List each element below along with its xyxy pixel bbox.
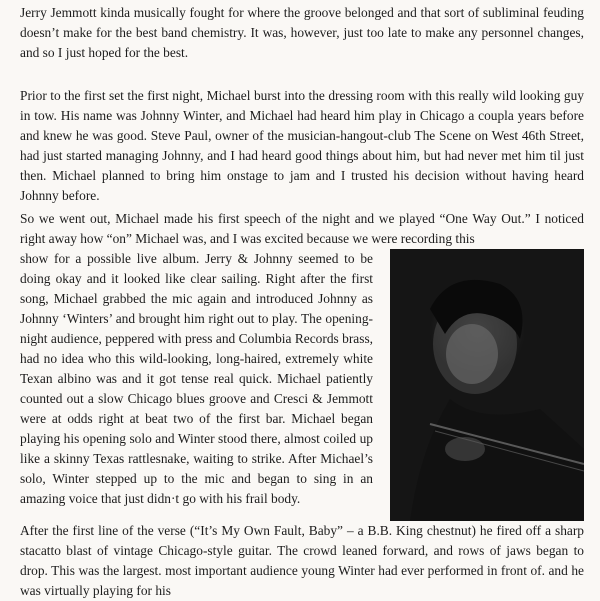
paragraph-3-tail: After the first line of the verse (“It’s My Own Fault, Baby” – a B.B. King chestnut) he fired off a sharp stacatto blast of vintage Chicago-style guitar. The crowd leaned forward, and rows of jaws began to drop. This was the largest. most important audience young Winter had ever performed in front of. and he was virtually playing for his (20, 523, 584, 598)
paragraph-1: Jerry Jemmott kinda musically fought for where the groove belonged and that sort of subliminal feuding doesn’t make for the best band chemistry. It was, however, just too late to make any personnel changes, and so I just hoped for the best. (20, 5, 584, 60)
guitarist-photo (390, 249, 584, 521)
paragraph-3-wrap: show for a possible live album. Jerry & Johnny seemed to be doing okay and it looked like clear sailing. Right after the first song, Michael grabbed the mic again and introduced Johnny as Johnny ‘Winters’ and brought him right out to play. The opening-night audience, peppered with press and Columbia Records brass, had no idea who this wild-looking, long-haired, extremely white Texan albino was and it got tense real quick. Michael patiently counted out a slow Chicago blues groove and Cresci & Jemmott were at odds right at beat two of the first bar. Michael began playing his opening solo and Winter stood there, almost coiled up like a skinny Texas rattlesnake, waiting to strike. After Michael’s solo, Winter stepped up to the mic and began to sing in an amazing voice that just didn·t go with his frail body. (20, 251, 373, 506)
photo-silhouette-icon (390, 249, 584, 521)
paragraph-3 (20, 209, 584, 601)
paragraph-3-lead: So we went out, Michael made his first speech of the night and we played “One Way Out.” I noticed right away how “on” Michael was, and I was excited because we were recording this (20, 211, 584, 246)
paragraph-2: Prior to the first set the first night, Michael burst into the dressing room with this really wild looking guy in tow. His name was Johnny Winter, and Michael had heard him play in Chicago a coupla years before and knew he was good. Steve Paul, owner of the musician-hangout-club The Scene on West 46th Street, had just started managing Johnny, and I had heard good things about him, but had never met him til just then. Michael planned to bring him onstage to jam and I trusted his decision without having heard Johnny before. (20, 88, 584, 203)
